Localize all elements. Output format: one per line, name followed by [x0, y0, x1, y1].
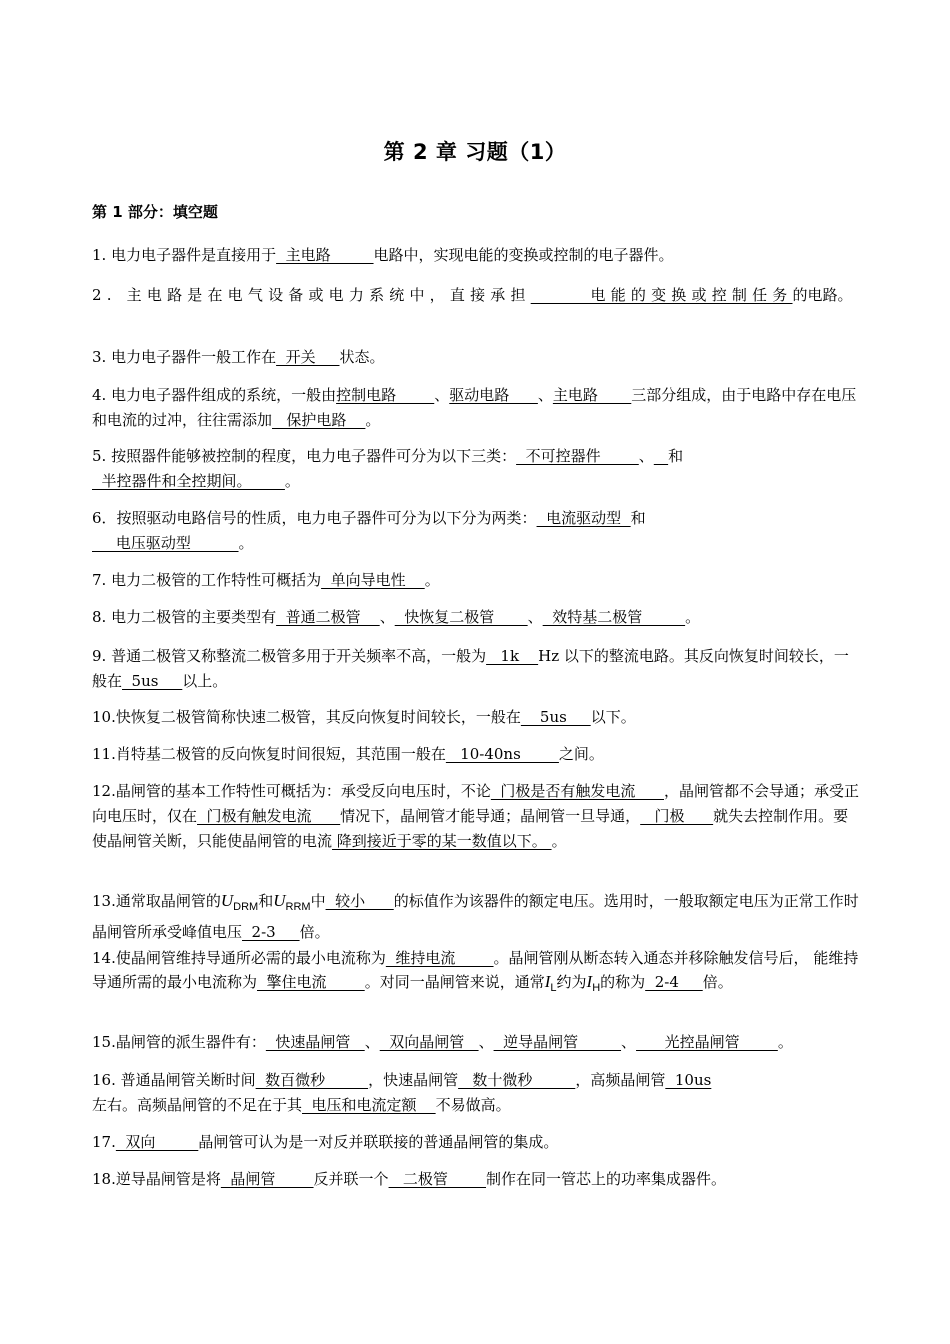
answer-blank: 5us — [122, 672, 183, 690]
answer-blank: 较小 — [325, 892, 394, 910]
answer-blank: 主电路 — [276, 246, 374, 264]
answer-blank: 保护电路 — [272, 411, 366, 429]
answer-blank: 1k — [486, 647, 539, 665]
symbol-u: U — [220, 891, 234, 910]
answer-blank: 电压和电流定额 — [302, 1096, 436, 1114]
question-14: 14.使晶闸管维持导通所必需的最小电流称为 维持电流 。晶闸管刚从断态转入通态并移除触发信号后， 能维持导通所需的最小电流称为 擎住电流 。对同一晶闸管来说，通常$I_L$约为$I_H$的称为 2-4 倍。 — [92, 949, 859, 994]
answer-blank: 降到接近于零的某一数值以下。 — [332, 832, 552, 850]
answer-blank: 效特基二极管 — [542, 608, 686, 626]
answer-blank: 不可控器件 — [516, 447, 639, 465]
question-11: 11.肖特基二极管的反向恢复时间很短，其范围一般在 10-40ns 之间。 — [92, 745, 604, 763]
question-15: 15.晶闸管的派生器件有： 快速晶闸管 、 双向晶闸管 、 逆导晶闸管 、 光控晶闸管 。 — [92, 1033, 793, 1051]
section-heading: 第 1 部分：填空题 — [92, 203, 218, 221]
answer-blank: 单向导电性 — [321, 571, 425, 589]
answer-blank: 驱动电路 — [449, 386, 538, 404]
symbol-u: U — [273, 891, 286, 910]
answer-blank: 电流驱动型 — [536, 509, 631, 527]
question-6: 6．按照驱动电路信号的性质，电力电子器件可分为以下分为两类： 电流驱动型 和 电压驱动型 。 — [92, 509, 646, 552]
answer-blank: 数百微秒 — [255, 1071, 369, 1089]
question-7: 7. 电力二极管的工作特性可概括为 单向导电性 。 — [92, 571, 440, 589]
answer-blank: 门极是否有触发电流 — [490, 782, 665, 800]
answer-blank: 电能的变换或控制任务 — [530, 286, 793, 304]
question-16: 16. 普通晶闸管关断时间 数百微秒 ，快速晶闸管 数十微秒 ，高频晶闸管 10us 左右。高频晶闸管的不足在于其 电压和电流定额 不易做高。 — [92, 1071, 712, 1114]
answer-blank: 晶闸管 — [220, 1170, 314, 1188]
answer-blank: 擎住电流 — [257, 973, 365, 991]
answer-blank: 控制电路 — [336, 386, 435, 404]
question-13: 13.通常取晶闸管的$U_{DRM}$和$U_{RRM}$中 较小 的标值作为该器件的额定电压。选用时，一般取额定电压为正常工作时晶闸管所承受峰值电压 2-3 倍。 — [92, 891, 859, 941]
question-5: 5. 按照器件能够被控制的程度，电力电子器件可分为以下三类： 不可控器件 、 和 半控器件和全控期间。 。 — [92, 447, 684, 490]
answer-blank: 数十微秒 — [458, 1071, 576, 1089]
question-8: 8. 电力二极管的主要类型有 普通二极管 、 快恢复二极管 、 效特基二极管 。 — [92, 608, 701, 626]
question-17: 17. 双向 晶闸管可认为是一对反并联联接的普通晶闸管的集成。 — [92, 1133, 559, 1151]
answer-blank: 快速晶闸管 — [265, 1033, 365, 1051]
answer-blank: 2-3 — [242, 923, 300, 941]
answer-blank: 半控器件和全控期间。 — [92, 472, 285, 490]
page-title: 第 2 章 习题（1） — [383, 140, 567, 164]
symbol-i: I — [586, 972, 593, 991]
question-1: 1. 电力电子器件是直接用于 主电路 电路中，实现电能的变换或控制的电子器件。 — [92, 246, 674, 264]
answer-blank: 门极有触发电流 — [197, 807, 341, 825]
answer-blank: 5us — [520, 708, 591, 726]
question-2: 2. 主电路是在电气设备或电力系统中，直接承担 电能的变换或控制任务的电路。 — [92, 286, 853, 304]
answer-blank: 门极 — [640, 807, 714, 825]
question-3: 3. 电力电子器件一般工作在 开关 状态。 — [92, 348, 385, 366]
question-18: 18.逆导晶闸管是将 晶闸管 反并联一个 二极管 制作在同一管芯上的功率集成器件。 — [92, 1170, 727, 1188]
answer-blank — [654, 447, 668, 465]
answer-blank: 光控晶闸管 — [636, 1033, 778, 1051]
answer-blank: 10-40ns — [445, 745, 559, 763]
answer-blank: 2-4 — [645, 973, 703, 991]
answer-blank: 普通二极管 — [276, 608, 380, 626]
question-4: 4. 电力电子器件组成的系统，一般由控制电路 、驱动电路 、主电路 三部分组成，由于电路中存在电压和电流的过冲，往往需添加 保护电路 。 — [92, 386, 857, 429]
question-10: 10.快恢复二极管简称快速二极管，其反向恢复时间较长，一般在 5us 以下。 — [92, 708, 636, 726]
question-12: 12.晶闸管的基本工作特性可概括为：承受反向电压时，不论 门极是否有触发电流 ，晶闸管都不会导通；承受正向电压时，仅在 门极有触发电流 情况下，晶闸管才能导通；晶闸管一旦导通， 门极 就失去控制作用。要使晶闸管关断，只能使晶闸管的电流 降到接近于零的某一数值以下。 。 — [92, 782, 860, 850]
answer-blank: 开关 — [276, 348, 340, 366]
answer-blank: 10us — [665, 1071, 712, 1089]
answer-blank: 二极管 — [388, 1170, 487, 1188]
answer-blank: 维持电流 — [385, 949, 494, 967]
answer-blank: 电压驱动型 — [92, 534, 239, 552]
symbol-i: I — [544, 972, 551, 991]
answer-blank: 双向晶闸管 — [379, 1033, 479, 1051]
answer-blank: 快恢复二极管 — [394, 608, 528, 626]
question-9: 9. 普通二极管又称整流二极管多用于开关频率不高，一般为 1k Hz 以下的整流电路。其反向恢复时间较长，一般在 5us 以上。 — [92, 647, 849, 690]
answer-blank: 逆导晶闸管 — [493, 1033, 622, 1051]
answer-blank: 双向 — [115, 1133, 199, 1151]
answer-blank: 主电路 — [552, 386, 632, 404]
